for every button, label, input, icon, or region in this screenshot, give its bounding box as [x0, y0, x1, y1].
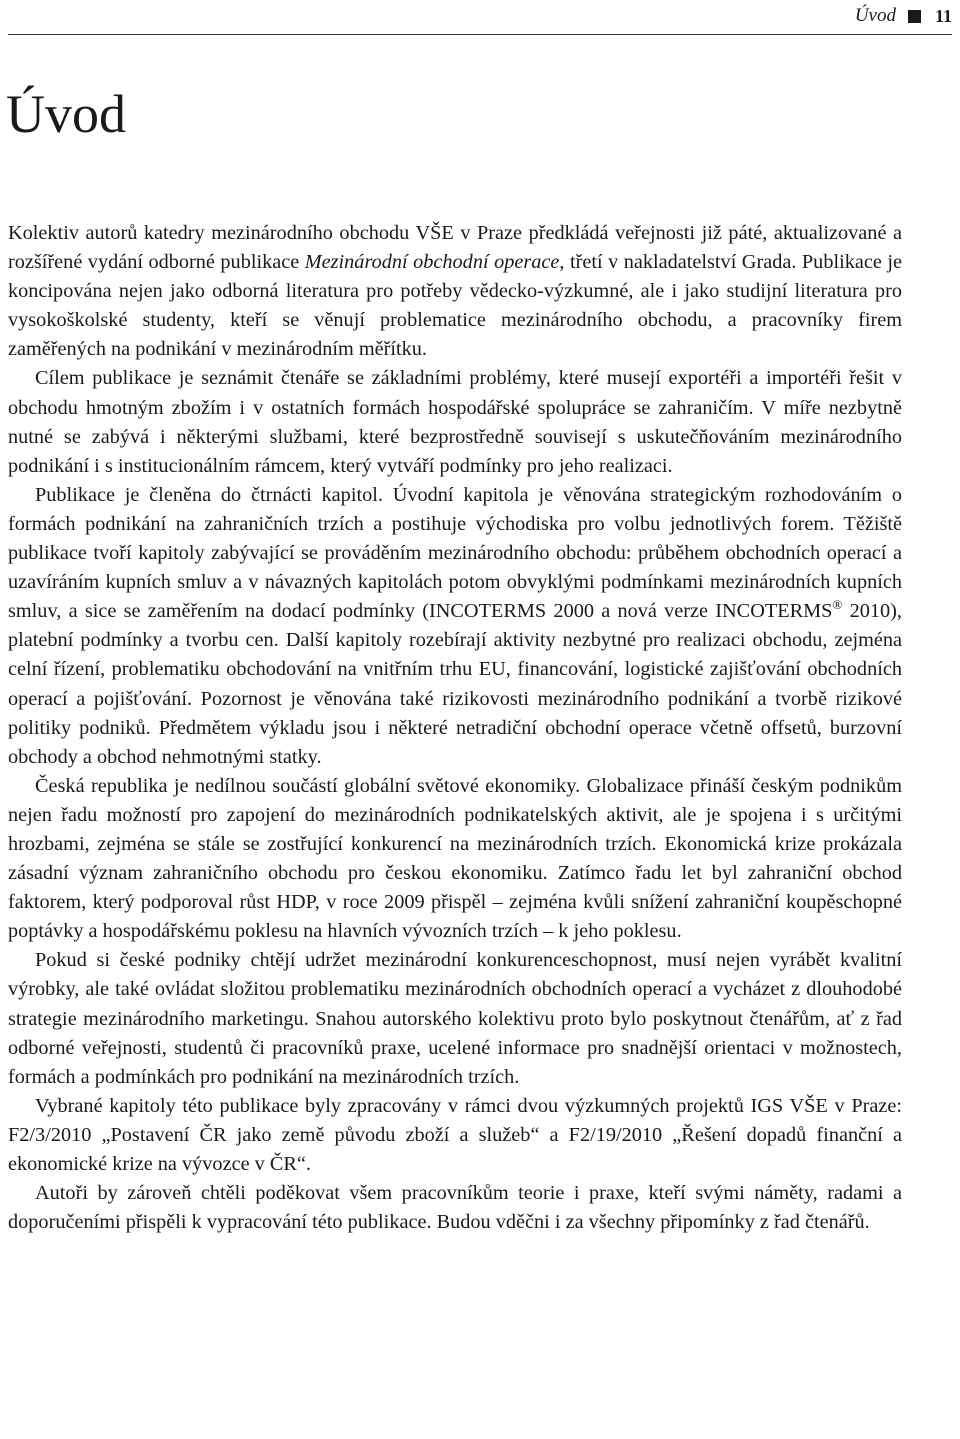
- square-bullet-icon: [908, 10, 921, 23]
- chapter-title: Úvod: [6, 84, 126, 144]
- paragraph: Kolektiv autorů katedry mezinárodního obchodu VŠE v Praze předkládá veřejnosti již páté, aktualizované a rozšířené vydání odborné publikace Mezinárodní obchodní operace, třetí v nakladatelství Grada. Publikace je koncipována nejen jako odborná literatura pro potřeby vědecko-výzkumné, ale i jako studijní literatura pro vysokoškolské studenty, kteří se věnují problematice mezinárodního obchodu, a pracovníky firem zaměřených na podnikání v mezinárodním měřítku.: [8, 222, 902, 361]
- paragraph: Vybrané kapitoly této publikace byly zpracovány v rámci dvou výzkumných projektů IGS VŠE v Praze: F2/3/2010 „Postavení ČR jako země původu zboží a služeb“ a F2/19/2010 „Řešení dopadů finanční a ekonomické krize na vývozce v ČR“.: [8, 1094, 902, 1175]
- paragraph: Cílem publikace je seznámit čtenáře se základními problémy, které musejí exportéři a importéři řešit v obchodu hmotným zbožím i v ostatních formách hospodářské spolupráce se zahraničím. V míře nezbytně nutné se zabývá i některými službami, které bezprostředně souvisejí s uskutečňováním mezinárodního podnikání i s institucionálním rámcem, který vytváří podmínky pro jeho realizaci.: [8, 367, 902, 477]
- running-header: [8, 0, 952, 35]
- paragraph: Česká republika je nedílnou součástí globální světové ekonomiky. Globalizace přináší českým podnikům nejen řadu možností pro zapojení do mezinárodních podnikatelských aktivit, ale je spojena i s určitými hrozbami, zejména se stále se zostřující konkurencí na mezinárodních trzích. Ekonomická krize prokázala zásadní význam zahraničního obchodu pro českou ekonomiku. Zatímco řadu let byl zahraniční obchod faktorem, který podporoval růst HDP, v roce 2009 přispěl – zejména kvůli snížení zahraniční koupěschopné poptávky a hospodářskému poklesu na hlavních vývozních trzích – k jeho poklesu.: [8, 774, 902, 943]
- paragraph: Autoři by zároveň chtěli poděkovat všem pracovníkům teorie i praxe, kteří svými náměty, radami a doporučeními přispěli k vypracování této publikace. Budou vděčni i za všechny připomínky z řad čtenářů.: [8, 1182, 902, 1234]
- paragraph: Publikace je členěna do čtrnácti kapitol. Úvodní kapitola je věnována strategickým rozhodováním o formách podnikání na zahraničních trzích a postihuje východiska pro volbu jednotlivých forem. Těžiště publikace tvoří kapitoly zabývající se prováděním mezinárodního obchodu: průběhem obchodních operací a uzavíráním kupních smluv a v návazných kapitolách potom obvyklými podmínkami mezinárodních kupních smluv, a sice se zaměřením na dodací podmínky (INCOTERMS 2000 a nová verze INCOTERMS® 2010), platební podmínky a tvorbu cen. Další kapitoly rozebírají aktivity nezbytné pro realizaci obchodu, zejména celní řízení, problematiku obchodování na vnitřním trhu EU, financování, logistické zajišťování obchodních operací a pojišťování. Pozornost je věnována také rizikovosti mezinárodního podnikání a tvorbě rizikové politiky podniků. Předmětem výkladu jsou i některé netradiční obchodní operace včetně offsetů, burzovní obchody a obchod nehmotnými statky.: [8, 483, 902, 768]
- running-title: Úvod: [854, 5, 896, 26]
- header-right: [855, 5, 952, 27]
- body-text: [8, 219, 902, 1237]
- paragraph: Pokud si české podniky chtějí udržet mezinárodní konkurenceschopnost, musí nejen vyrábět kvalitní výrobky, ale také ovládat složitou problematiku mezinárodních obchodních operací a vycházet z dlouhodobé strategie mezinárodního marketingu. Snahou autorského kolektivu proto bylo poskytnout čtenářům, ať z řad odborné veřejnosti, studentů či pracovníků praxe, ucelené informace pro snadnější orientaci v možnostech, formách a podmínkách pro podnikání na mezinárodních trzích.: [8, 949, 902, 1088]
- page-number: 11: [934, 5, 952, 26]
